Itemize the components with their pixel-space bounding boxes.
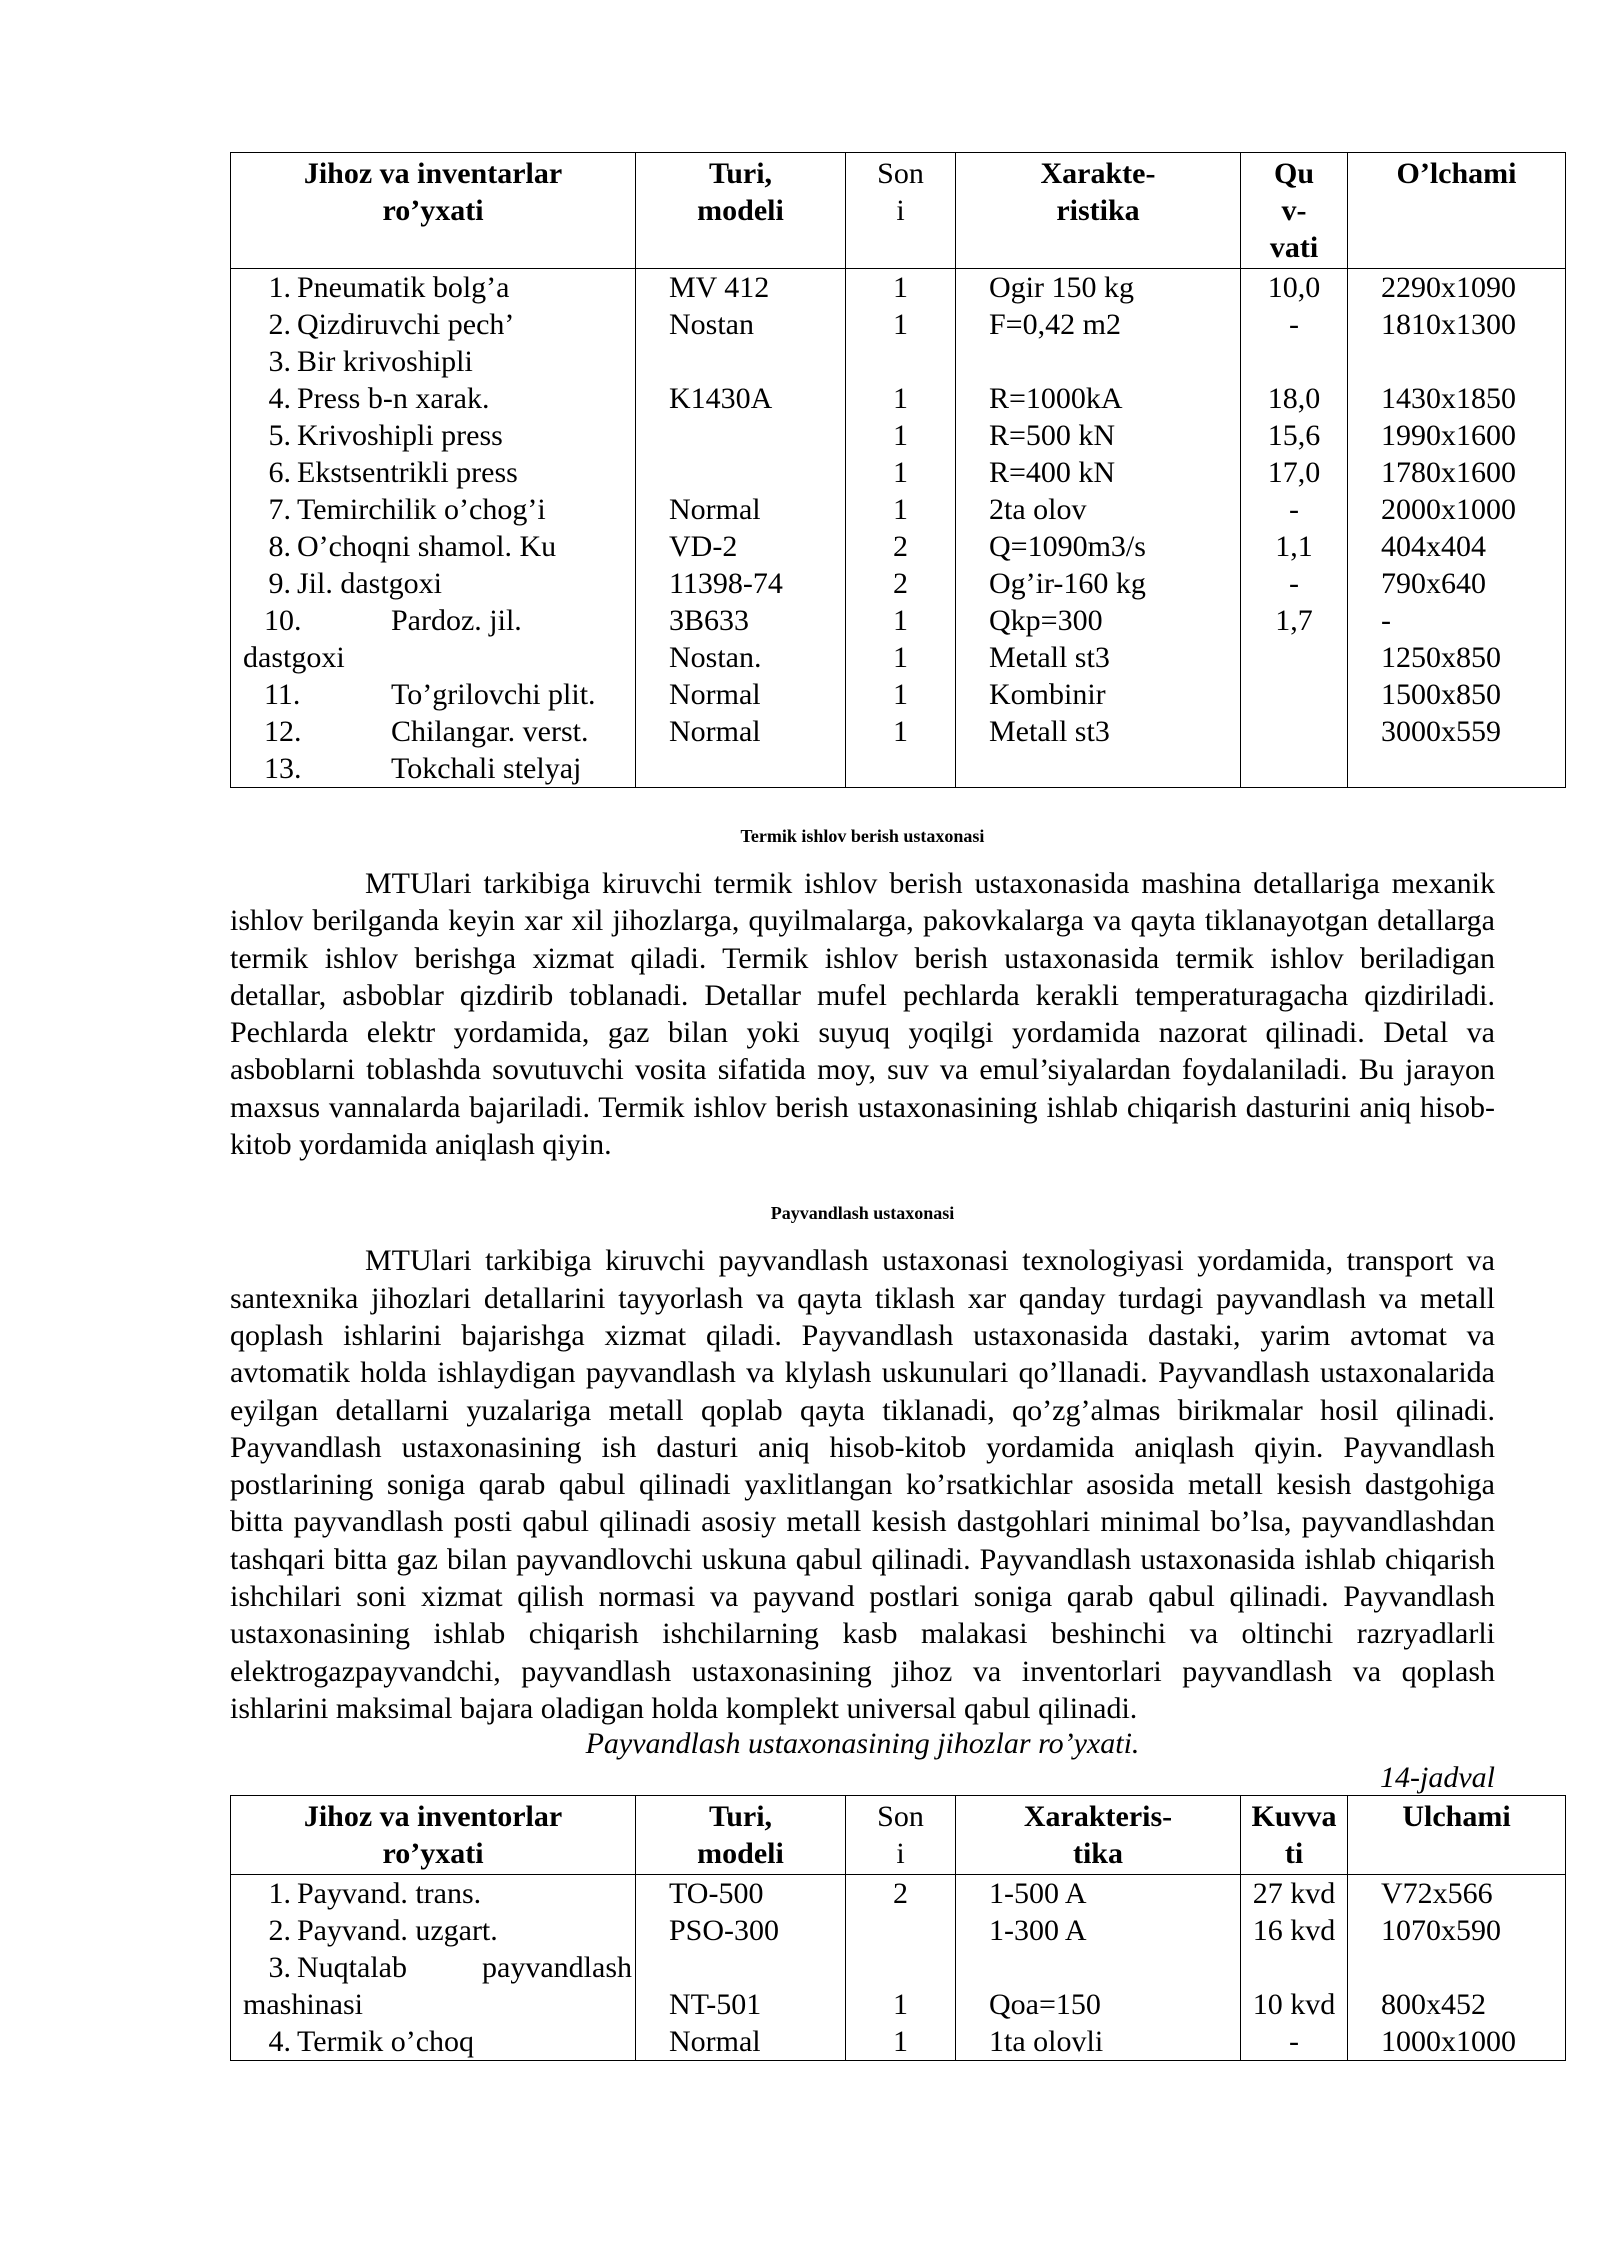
header-count: [846, 1796, 956, 1875]
table-cell-line: 1: [893, 678, 908, 711]
item-text: Press b-n xarak.: [297, 382, 490, 415]
table-cell-line: V72x566: [1381, 1877, 1493, 1911]
item-number: 12.: [264, 715, 302, 748]
header-text-line: ti: [1284, 1837, 1304, 1871]
table-header-row: [231, 153, 1566, 269]
section-heading-thermal: Termik ishlov berish ustaxonasi: [740, 826, 985, 846]
table-cell-line: 1: [893, 2025, 908, 2059]
header-text-line: Son: [877, 157, 924, 190]
header-text-line: Turi,: [708, 157, 773, 190]
table-cell-line: -: [1381, 604, 1391, 637]
table-cell-line: -: [1289, 2025, 1299, 2059]
table-cell-line: [846, 750, 955, 787]
table-cell-line: Normal: [669, 678, 761, 711]
item-text: Termik o’choq: [297, 2025, 475, 2059]
table-cell-line: 404x404: [1381, 530, 1486, 563]
table-cell-line: Nostan: [669, 308, 754, 341]
type-column: [636, 269, 846, 788]
table-cell-line: -: [1289, 567, 1299, 600]
header-characteristic: [956, 1796, 1241, 1875]
table-cell-line: [1241, 750, 1347, 787]
table-cell-line: Normal: [669, 2025, 761, 2059]
header-text-line: ristika: [1056, 194, 1140, 227]
item-number: 6.: [268, 456, 291, 489]
table-cell-line: [636, 343, 845, 380]
list-item: dastgoxi: [243, 641, 345, 674]
header-text-line: ro’yxati: [382, 1837, 484, 1871]
header-text-line: modeli: [697, 194, 784, 227]
table-cell-line: 2ta olov: [989, 493, 1087, 526]
table-cell-line: Normal: [669, 715, 761, 748]
characteristic-column: [956, 1875, 1241, 2061]
table-cell-line: 11398-74: [669, 567, 783, 600]
list-item: [231, 713, 635, 750]
table-cell-line: 1: [893, 1988, 908, 2022]
item-number: 4.: [268, 2025, 291, 2059]
type-column: [636, 1875, 846, 2061]
table-cell-line: NT-501: [669, 1988, 762, 2022]
item-number: 10.: [264, 604, 302, 637]
table-cell-line: 1: [893, 641, 908, 674]
list-item: [231, 269, 635, 306]
table-cell-line: 3000x559: [1381, 715, 1501, 748]
header-text-line: O’lchami: [1396, 157, 1517, 190]
item-number: 2.: [268, 308, 291, 341]
table-cell-line: [636, 1949, 845, 1986]
header-type: [636, 1796, 846, 1875]
table-cell-line: Qoa=150: [989, 1988, 1101, 2022]
table-header-row: [231, 1796, 1566, 1875]
header-size: [1348, 1796, 1566, 1875]
table-cell-line: [1241, 1949, 1347, 1986]
item-number: 7.: [268, 493, 291, 526]
table-cell-line: [636, 454, 845, 491]
header-text-line: Xarakte-: [1040, 157, 1156, 190]
list-item: [231, 343, 635, 380]
table-cell-line: 1-300 A: [989, 1914, 1087, 1948]
characteristic-column: [956, 269, 1241, 788]
table-cell-line: 1810x1300: [1381, 308, 1516, 341]
table-cell-line: MV 412: [669, 271, 770, 304]
header-text-line: Qu: [1273, 157, 1315, 190]
table-cell-line: 2: [893, 567, 908, 600]
list-item: mashinasi: [243, 1988, 363, 2022]
list-item: [231, 528, 635, 565]
table-cell-line: 1-500 A: [989, 1877, 1087, 1911]
item-text: Tokchali stelyaj: [391, 752, 582, 785]
table-cell-line: 1: [893, 604, 908, 637]
table-cell-line: PSO-300: [669, 1914, 780, 1948]
table-cell-line: 1780x1600: [1381, 456, 1516, 489]
list-item: [231, 306, 635, 343]
table-cell-line: [846, 1949, 955, 1986]
paragraph-thermal: MTUlari tarkibiga kiruvchi termik ishlov berish ustaxonasida mashina detallariga mexanik ishlov berilganda keyin xar xil jihozlarga, quyilmalarga, pakovkalarga va qayta tiklanayotgan detallarga termik ishlov berishga xizmat qiladi. Termik ishlov berish ustaxonasida termik ishlov beriladigan detallar, asboblar qizdirib toblanadi. Detallar mufel pechlarda kerakli temperaturagacha qizdiriladi. Pechlarda elektr yordamida, gaz bilan yoki suyuq yoqilgi yordamida nazorat qilinadi. Detal va asboblarni toblashda sovutuvchi vosita sifatida moy, suv va emul’siyalardan foydalaniladi. Bu jarayon maxsus vannalarda bajariladi. Termik ishlov berish ustaxonasining ishlab chiqarish dasturini aniq hisob-kitob yordamida aniqlash qiyin.: [230, 867, 1495, 1162]
header-type: [636, 153, 846, 269]
item-number: 1.: [268, 271, 291, 304]
table-cell-line: [846, 1912, 955, 1949]
table-cell-line: 2: [893, 1877, 908, 1911]
table-cell-line: 1: [893, 382, 908, 415]
table-cell-line: 2000x1000: [1381, 493, 1516, 526]
item-text: To’grilovchi plit.: [391, 678, 596, 711]
table-cell-line: -: [1289, 493, 1299, 526]
header-power: [1241, 153, 1348, 269]
header-text-line: i: [896, 1837, 905, 1871]
header-text-line: vati: [1269, 231, 1319, 264]
name-column: [231, 269, 636, 788]
table-cell-line: 1: [893, 493, 908, 526]
table-cell-line: [1241, 343, 1347, 380]
item-text: Pardoz. jil.: [391, 604, 522, 637]
table-cell-line: [636, 750, 845, 787]
header-count: [846, 153, 956, 269]
equipment-table-forge: [230, 152, 1566, 788]
power-column: [1241, 269, 1348, 788]
item-number: 8.: [268, 530, 291, 563]
table-caption: Payvandlash ustaxonasining jihozlar ro’yxati.: [585, 1727, 1140, 1761]
item-number: 2.: [268, 1914, 291, 1948]
item-text: Payvand. uzgart.: [297, 1914, 498, 1948]
table-cell-line: 10 kvd: [1252, 1988, 1336, 2022]
header-text-line: Jihoz va inventorlar: [303, 1800, 563, 1834]
header-text-line: Son: [877, 1800, 924, 1834]
table-cell-line: R=1000kA: [989, 382, 1123, 415]
list-item: [231, 565, 635, 602]
item-number: 4.: [268, 382, 291, 415]
header-name: [231, 1796, 636, 1875]
equipment-table-welding: [230, 1795, 1566, 2061]
header-text-line: Jihoz va inventarlar: [303, 157, 563, 190]
item-number: 1.: [268, 1877, 291, 1911]
table-cell-line: F=0,42 m2: [989, 308, 1121, 341]
header-text-line: Kuvva: [1251, 1800, 1337, 1834]
table-cell-line: [1348, 343, 1565, 380]
item-text: Jil. dastgoxi: [297, 567, 443, 600]
table-cell-line: [956, 750, 1240, 787]
table-cell-line: 10,0: [1267, 271, 1321, 304]
header-name: [231, 153, 636, 269]
table-cell-line: 2: [893, 530, 908, 563]
item-text: Payvand. trans.: [297, 1877, 482, 1911]
table-cell-line: Q=1090m3/s: [989, 530, 1146, 563]
item-number: 9.: [268, 567, 291, 600]
list-item: [231, 491, 635, 528]
section-heading-welding: Payvandlash ustaxonasi: [770, 1203, 955, 1224]
table-cell-line: Ogir 150 kg: [989, 271, 1134, 304]
document-page: [230, 152, 1565, 2061]
header-text-line: v-: [1281, 194, 1307, 227]
item-text: Chilangar. verst.: [391, 715, 589, 748]
table-cell-line: Normal: [669, 493, 761, 526]
table-cell-line: Kombinir: [989, 678, 1106, 711]
table-cell-line: 1,7: [1275, 604, 1313, 637]
table-cell-line: 1070x590: [1381, 1914, 1501, 1948]
item-number: 11.: [264, 678, 301, 711]
table-cell-line: 17,0: [1267, 456, 1321, 489]
list-item: [231, 2023, 635, 2060]
item-number: 3.: [268, 1951, 291, 1985]
table-cell-line: 1500x850: [1381, 678, 1501, 711]
table-number: 14-jadval: [1380, 1761, 1495, 1795]
table-cell-line: 1: [893, 715, 908, 748]
table-cell-line: [846, 343, 955, 380]
item-number: 13.: [264, 752, 302, 785]
table-cell-line: 800x452: [1381, 1988, 1486, 2022]
list-item: [231, 750, 635, 787]
table-cell-line: Og’ir-160 kg: [989, 567, 1146, 600]
table-cell-line: 16 kvd: [1252, 1914, 1336, 1948]
item-number: 3.: [268, 345, 291, 378]
table-cell-line: [1241, 639, 1347, 676]
table-cell-line: 1430x1850: [1381, 382, 1516, 415]
item-text: Krivoshipli press: [297, 419, 503, 452]
item-text: Pneumatik bolg’a: [297, 271, 510, 304]
header-text-line: Turi,: [708, 1800, 773, 1834]
table-cell-line: 1: [893, 271, 908, 304]
paragraph-welding: MTUlari tarkibiga kiruvchi payvandlash ustaxonasi texnologiyasi yordamida, transport va santexnika jihozlari detallarini tayyorlash va qayta tiklash xar qanday turdagi payvandlash va metall qoplash ishlarini bajarishga xizmat qiladi. Payvandlash ustaxonasida dastaki, yarim avtomat va avtomatik holda ishlaydigan payvandlash va klylash uskunulari qo’llanadi. Payvandlash ustaxonalarida eyilgan detallarni yuzalariga metall qoplab qayta tiklanadi, qo’zg’almas birikmalar hosil qilinadi. Payvandlash ustaxonasining ish dasturi aniq hisob-kitob yordamida aniqlash qiyin. Payvandlash postlarining soniga qarab qabul qilinadi yaxlitlangan ko’rsatkichlar asosida metall kesish dastgohiga bitta payvandlash posti qabul qilinadi asosiy metall kesish dastgohlari minimal bo’lsa, payvandlashdan tashqari bitta gaz bilan payvandlovchi uskuna qabul qilinadi. Payvandlash ustaxonasida ishlab chiqarish ishchilari soni xizmat qilish normasi va payvand postlari soniga qarab qabul qilinadi. Payvandlash ustaxonasining ishlab chiqarish ishchilarning kasb malakasi beshinchi va oltinchi razryadlarli elektrogazpayvandchi, payvandlash ustaxonasining jihoz va inventorlari payvandlash va qoplash ishlarini maksimal bajara oladigan holda komplekt universal qabul qilinadi.: [230, 1244, 1495, 1725]
table-cell-line: Metall st3: [989, 641, 1110, 674]
table-cell-line: VD-2: [669, 530, 738, 563]
item-text: Ekstsentrikli press: [297, 456, 518, 489]
table-cell-line: 1ta olovli: [989, 2025, 1104, 2059]
table-cell-line: Metall st3: [989, 715, 1110, 748]
table-cell-line: [956, 1949, 1240, 1986]
table-cell-line: 1250x850: [1381, 641, 1501, 674]
item-text: Temirchilik o’chog’i: [297, 493, 546, 526]
table-cell-line: -: [1289, 308, 1299, 341]
table-cell-line: K1430A: [669, 382, 773, 415]
table-cell-line: 2290x1090: [1381, 271, 1516, 304]
table-cell-line: 15,6: [1267, 419, 1321, 452]
table-cell-line: 1000x1000: [1381, 2025, 1516, 2059]
table-cell-line: Nostan.: [669, 641, 762, 674]
header-text-line: modeli: [697, 1837, 784, 1871]
table-cell-line: 1990x1600: [1381, 419, 1516, 452]
table-cell-line: 1: [893, 419, 908, 452]
table-cell-line: 1,1: [1275, 530, 1313, 563]
table-cell-line: R=400 kN: [989, 456, 1116, 489]
table-cell-line: [1241, 676, 1347, 713]
header-characteristic: [956, 153, 1241, 269]
item-text: Qizdiruvchi pech’: [297, 308, 515, 341]
table-cell-line: [956, 343, 1240, 380]
table-cell-line: 790x640: [1381, 567, 1486, 600]
item-text: Bir krivoshipli: [297, 345, 473, 378]
table-cell-line: [636, 417, 845, 454]
count-column: [846, 1875, 956, 2061]
table-cell-line: 1: [893, 308, 908, 341]
power-column: [1241, 1875, 1348, 2061]
header-text-line: ro’yxati: [382, 194, 484, 227]
list-item: [231, 454, 635, 491]
size-column: [1348, 1875, 1566, 2061]
list-item: [231, 1949, 635, 1986]
table-cell-line: 18,0: [1267, 382, 1321, 415]
header-power: [1241, 1796, 1348, 1875]
table-cell-line: Qkp=300: [989, 604, 1103, 637]
list-item: [231, 1912, 635, 1949]
size-column: [1348, 269, 1566, 788]
table-body-row: [231, 1875, 1566, 2061]
table-cell-line: TO-500: [669, 1877, 764, 1911]
table-cell-line: 3B633: [669, 604, 750, 637]
header-text-line: Ulchami: [1402, 1800, 1511, 1834]
item-text: Nuqtalab payvandlash: [297, 1951, 632, 1985]
table-cell-line: 27 kvd: [1252, 1877, 1336, 1911]
list-item: [231, 1875, 635, 1912]
item-number: 5.: [268, 419, 291, 452]
list-item: [231, 380, 635, 417]
name-column: [231, 1875, 636, 2061]
list-item: [231, 676, 635, 713]
table-body-row: [231, 269, 1566, 788]
table-cell-line: [1348, 1949, 1565, 1986]
list-item: [231, 602, 635, 639]
header-text-line: tika: [1072, 1837, 1123, 1871]
header-size: [1348, 153, 1566, 269]
header-text-line: i: [896, 194, 905, 227]
item-text: O’choqni shamol. Ku: [297, 530, 557, 563]
header-text-line: Xarakteris-: [1023, 1800, 1173, 1834]
table-cell-line: R=500 kN: [989, 419, 1116, 452]
list-item: [231, 417, 635, 454]
count-column: [846, 269, 956, 788]
table-cell-line: [1241, 713, 1347, 750]
table-cell-line: 1: [893, 456, 908, 489]
table-cell-line: [1348, 750, 1565, 787]
